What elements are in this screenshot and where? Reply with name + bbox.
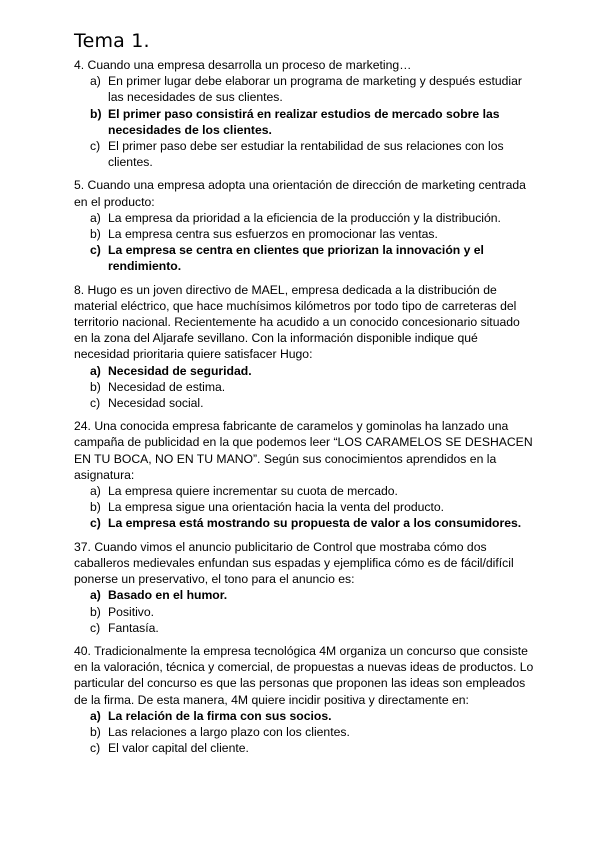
option xyxy=(74,604,534,620)
option-text: Necesidad de seguridad. xyxy=(108,363,252,378)
option xyxy=(74,73,534,105)
question-text: 4. Cuando una empresa desarrolla un proceso de marketing… xyxy=(74,58,412,72)
option-letter: c) xyxy=(90,516,101,531)
option-text: El primer paso consistirá en realizar estudios de mercado sobre las necesidades de los clientes. xyxy=(108,106,500,137)
option-letter: a) xyxy=(90,588,101,603)
option-letter: b) xyxy=(90,227,101,242)
page-title: Tema 1. xyxy=(74,30,150,52)
option-letter: a) xyxy=(90,210,101,225)
correct-option xyxy=(74,515,534,531)
option-letter: b) xyxy=(90,106,102,121)
question-block xyxy=(74,282,534,412)
option xyxy=(74,226,534,242)
option-text: Basado en el humor. xyxy=(108,588,228,603)
option-text: La empresa se centra en clientes que priorizan la innovación y el rendimiento. xyxy=(108,243,484,274)
correct-option xyxy=(74,363,534,379)
correct-option xyxy=(74,106,534,138)
question-list xyxy=(74,57,534,763)
option xyxy=(74,620,534,636)
option-letter: b) xyxy=(90,379,101,394)
option xyxy=(74,210,534,226)
option-letter: a) xyxy=(90,363,101,378)
option xyxy=(74,395,534,411)
option-text: Positivo. xyxy=(108,604,155,619)
option-list xyxy=(74,708,534,757)
option-list xyxy=(74,73,534,170)
option-text: El primer paso debe ser estudiar la rentabilidad de sus relaciones con los clientes. xyxy=(108,139,504,170)
option-letter: a) xyxy=(90,708,101,723)
question-text: 8. Hugo es un joven directivo de MAEL, empresa dedicada a la distribución de material eléctrico, que hace muchísimos kilómetros por todo tipo de carreteras del territorio nacional. Recientemente ha acudido a un conocido concesionario situado en la zona del Aljarafe sevillano. Con la información disponible indique qué necesidad prioritaria quiere satisfacer Hugo: xyxy=(74,282,520,362)
option-letter: c) xyxy=(90,139,101,154)
option xyxy=(74,499,534,515)
question-text: 40. Tradicionalmente la empresa tecnológica 4M organiza un concurso que consiste en la valoración, técnica y comercial, de propuestas a nuevas ideas de productos. Lo particular del concurso es que las personas que proponen las ideas son empleados de la firma. De esta manera, 4M quiere incidir positiva y directamente en: xyxy=(74,643,534,707)
question-block xyxy=(74,643,534,756)
option-list xyxy=(74,363,534,412)
correct-option xyxy=(74,242,534,274)
option xyxy=(74,724,534,740)
option-letter: a) xyxy=(90,484,101,499)
question-block xyxy=(74,57,534,170)
option xyxy=(74,138,534,170)
option-text: En primer lugar debe elaborar un programa de marketing y después estudiar las necesidades de sus clientes. xyxy=(108,74,522,105)
option-list xyxy=(74,210,534,275)
question-text: 37. Cuando vimos el anuncio publicitario de Control que mostraba cómo dos caballeros medievales enfundan sus espadas y ejemplifica cómo es de fácil/difícil ponerse un preservativo, el tono para el anuncio es: xyxy=(74,539,514,587)
question-text: 24. Una conocida empresa fabricante de caramelos y gominolas ha lanzado una campaña de publicidad en la que podemos leer “LOS CARAMELOS SE DESHACEN EN TU BOCA, NO EN TU MANO”. Según sus conocimientos aprendidos en la asignatura: xyxy=(74,419,533,482)
option-letter: c) xyxy=(90,243,101,258)
option-text: Fantasía. xyxy=(108,620,159,635)
option-letter: c) xyxy=(90,620,101,635)
option-text: La empresa está mostrando su propuesta de valor a los consumidores. xyxy=(108,516,522,531)
option xyxy=(74,740,534,756)
question-text: 5. Cuando una empresa adopta una orientación de dirección de marketing centrada en el producto: xyxy=(74,178,526,209)
option-text: La empresa da prioridad a la eficiencia de la producción y la distribución. xyxy=(108,210,501,225)
option-text: La empresa centra sus esfuerzos en promocionar las ventas. xyxy=(108,227,438,242)
option-text: Necesidad social. xyxy=(108,396,204,411)
option-text: Las relaciones a largo plazo con los clientes. xyxy=(108,724,350,739)
option xyxy=(74,379,534,395)
question-block xyxy=(74,418,534,531)
option-list xyxy=(74,587,534,636)
option-letter: b) xyxy=(90,500,101,515)
option-letter: a) xyxy=(90,74,101,89)
correct-option xyxy=(74,708,534,724)
option-letter: b) xyxy=(90,604,101,619)
option-letter: c) xyxy=(90,396,101,411)
option xyxy=(74,483,534,499)
option-text: La empresa quiere incrementar su cuota de mercado. xyxy=(108,484,398,499)
option-text: El valor capital del cliente. xyxy=(108,741,249,756)
correct-option xyxy=(74,587,534,603)
option-text: La relación de la firma con sus socios. xyxy=(108,708,332,723)
option-list xyxy=(74,483,534,532)
option-letter: c) xyxy=(90,741,101,756)
option-letter: b) xyxy=(90,724,101,739)
option-text: La empresa sigue una orientación hacia la venta del producto. xyxy=(108,500,445,515)
question-block xyxy=(74,177,534,274)
option-text: Necesidad de estima. xyxy=(108,379,226,394)
question-block xyxy=(74,539,534,636)
